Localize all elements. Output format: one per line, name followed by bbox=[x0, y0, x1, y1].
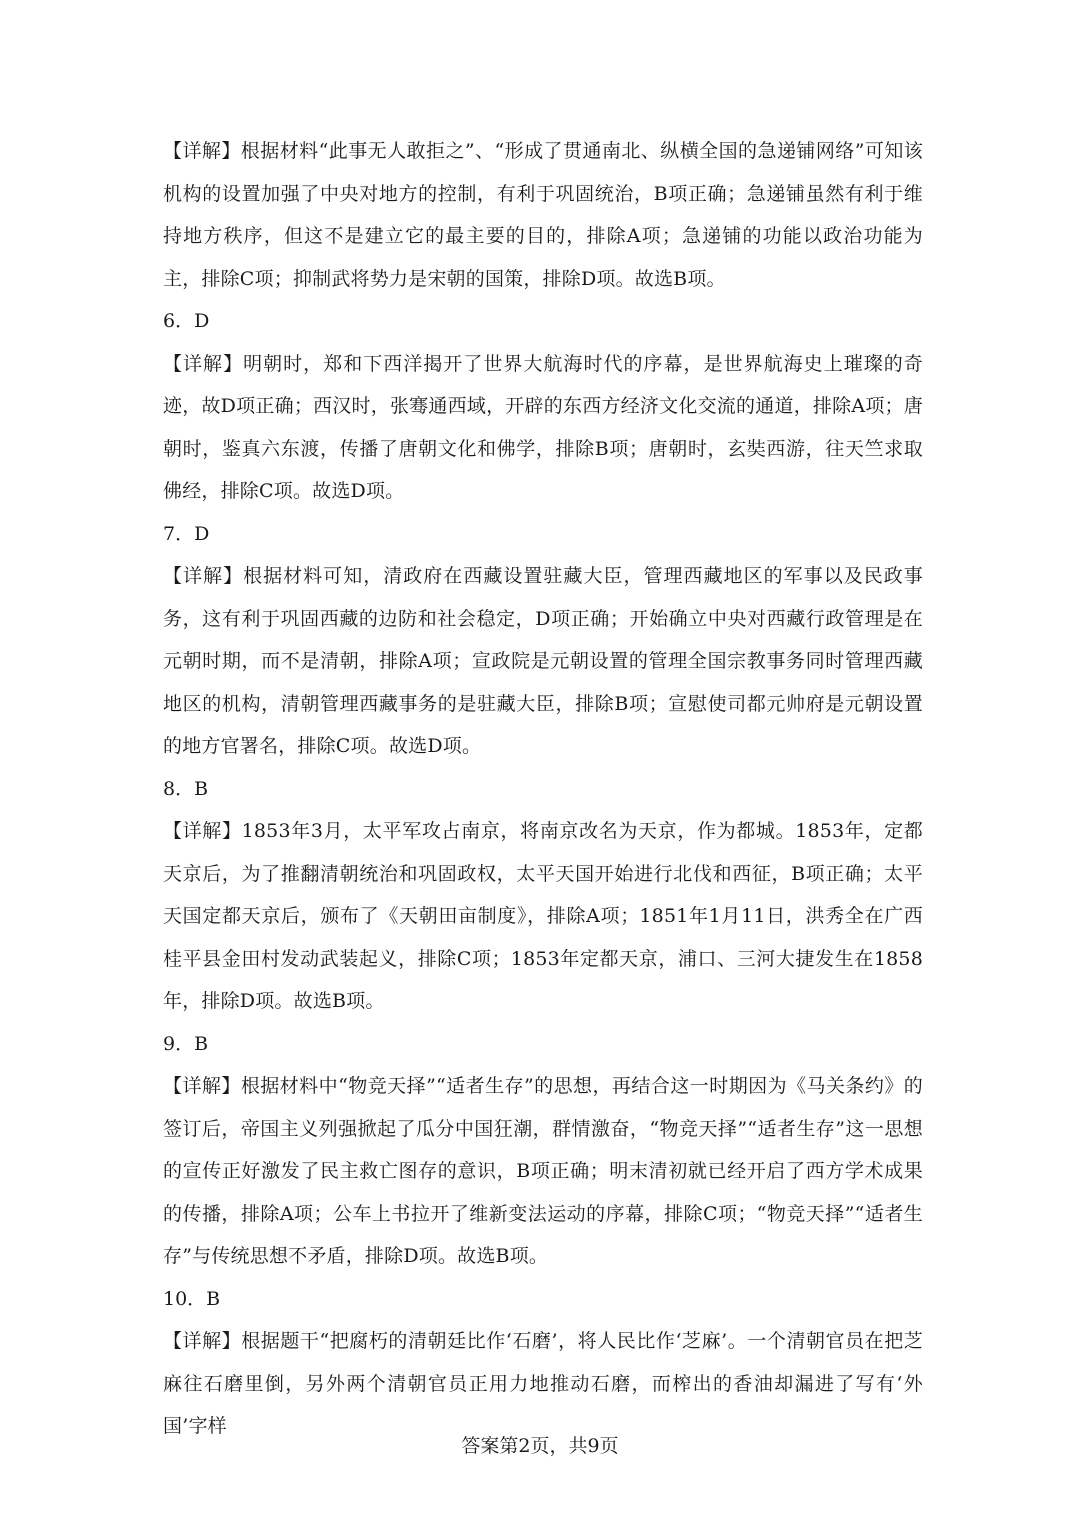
explanation-q5: 【详解】根据材料“此事无人敢拒之”、“形成了贯通南北、纵横全国的急递铺网络”可知该机构的设置加强了中央对地方的控制，有利于巩固统治，B项正确；急递铺虽然有利于维持地方秩序，但这不是建立它的最主要的目的，排除A项；急递铺的功能以政治功能为主，排除C项；抑制武将势力是宋朝的国策，排除D项。故选B项。 bbox=[163, 140, 923, 290]
explanation-q7: 【详解】根据材料可知，清政府在西藏设置驻藏大臣，管理西藏地区的军事以及民政事务，这有利于巩固西藏的边防和社会稳定，D项正确；开始确立中央对西藏行政管理是在元朝时期，而不是清朝，排除A项；宣政院是元朝设置的管理全国宗教事务同时管理西藏地区的机构，清朝管理西藏事务的是驻藏大臣，排除B项；宣慰使司都元帅府是元朝设置的地方官署名，排除C项。故选D项。 bbox=[163, 565, 923, 757]
answer-q8: 8．B bbox=[163, 777, 209, 800]
explanation-q8: 【详解】1853年3月，太平军攻占南京，将南京改名为天京，作为都城。1853年，定都天京后，为了推翻清朝统治和巩固政权，太平天国开始进行北伐和西征，B项正确；太平天国定都天京后，颁布了《天朝田亩制度》，排除A项；1851年1月11日，洪秀全在广西桂平县金田村发动武装起义，排除C项；1853年定都天京，浦口、三河大捷发生在1858年，排除D项。故选B项。 bbox=[163, 820, 923, 1012]
answer-q10: 10．B bbox=[163, 1287, 221, 1310]
explanation-q10: 【详解】根据题干“把腐朽的清朝廷比作‘石磨’，将人民比作‘芝麻’。一个清朝官员在把芝麻往石磨里倒，另外两个清朝官员正用力地推动石磨，而榨出的香油却漏进了写有‘外国’字样 bbox=[163, 1330, 923, 1437]
explanation-q9: 【详解】根据材料中“物竞天择”“适者生存”的思想，再结合这一时期因为《马关条约》的签订后，帝国主义列强掀起了瓜分中国狂潮，群情激奋，“物竞天择”“适者生存”这一思想的宣传正好激发了民主救亡图存的意识，B项正确；明末清初就已经开启了西方学术成果的传播，排除A项；公车上书拉开了维新变法运动的序幕，排除C项；“物竞天择”“适者生存”与传统思想不矛盾，排除D项。故选B项。 bbox=[163, 1075, 923, 1267]
explanation-q6: 【详解】明朝时，郑和下西洋揭开了世界大航海时代的序幕，是世界航海史上璀璨的奇迹，故D项正确；西汉时，张骞通西域，开辟的东西方经济文化交流的通道，排除A项；唐朝时，鉴真六东渡，传播了唐朝文化和佛学，排除B项；唐朝时，玄奘西游，往天竺求取佛经，排除C项。故选D项。 bbox=[163, 352, 923, 502]
page-footer: 答案第2页，共9页 bbox=[461, 1435, 619, 1457]
answer-q6: 6．D bbox=[163, 310, 210, 332]
answer-content bbox=[163, 130, 923, 1448]
answer-q7: 7．D bbox=[163, 522, 210, 545]
answer-q9: 9．B bbox=[163, 1032, 209, 1055]
